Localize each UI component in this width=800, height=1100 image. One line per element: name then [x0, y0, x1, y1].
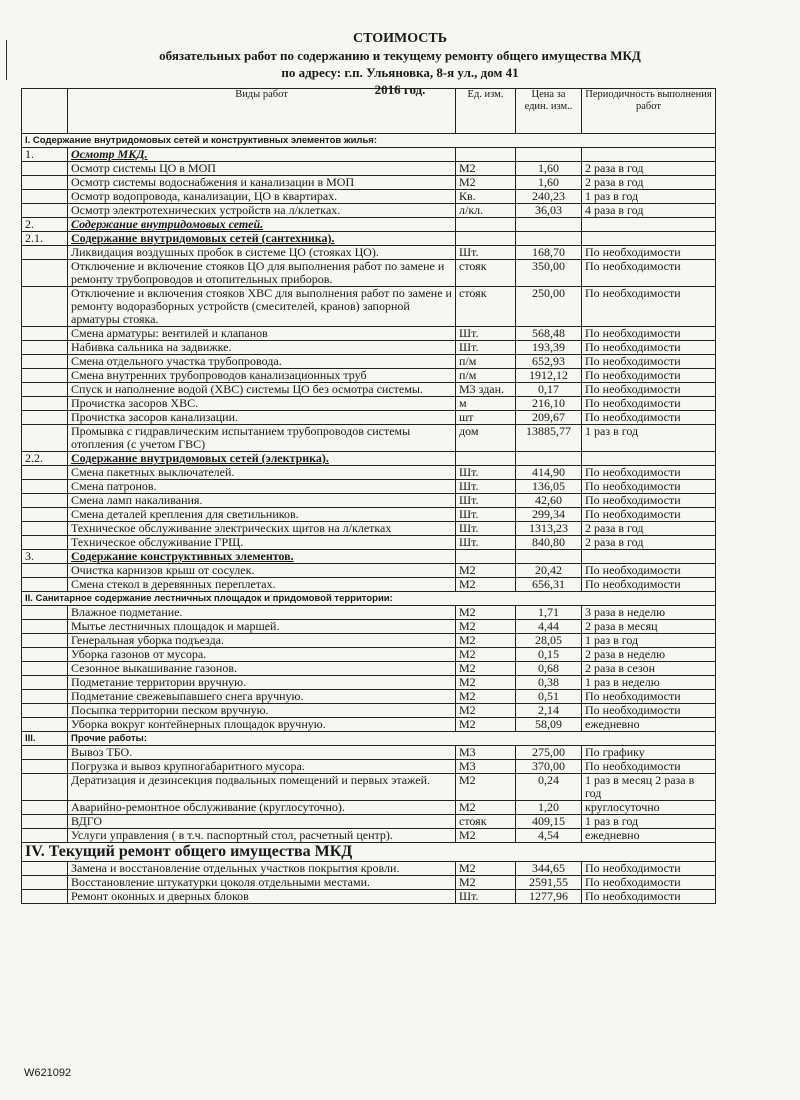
table-row	[22, 383, 716, 397]
row-number-cell	[22, 662, 68, 676]
unit-cell: М2	[456, 634, 516, 648]
row-number-cell	[22, 578, 68, 592]
period-cell: По необходимости	[582, 508, 716, 522]
unit-cell	[456, 218, 516, 232]
subsection-row	[22, 218, 716, 232]
work-name-cell: Подметание территории вручную.	[68, 676, 456, 690]
period-cell: По необходимости	[582, 287, 716, 327]
price-cell: 1277,96	[516, 890, 582, 904]
work-name-cell: Сезонное выкашивание газонов.	[68, 662, 456, 676]
price-cell: 299,34	[516, 508, 582, 522]
unit-cell	[456, 550, 516, 564]
work-name-cell: Очистка карнизов крыш от сосулек.	[68, 564, 456, 578]
period-cell: По необходимости	[582, 411, 716, 425]
work-name-cell: Вывоз ТБО.	[68, 746, 456, 760]
subsection-title: Содержание конструктивных элементов.	[68, 550, 456, 564]
section-title: II. Санитарное содержание лестничных площадок и придомовой территории:	[22, 592, 716, 606]
table-row	[22, 355, 716, 369]
price-cell: 42,60	[516, 494, 582, 508]
price-cell: 0,38	[516, 676, 582, 690]
price-cell: 4,54	[516, 829, 582, 843]
work-name-cell: Смена деталей крепления для светильников.	[68, 508, 456, 522]
unit-cell: Шт.	[456, 480, 516, 494]
work-name-cell: Замена и восстановление отдельных участков покрытия кровли.	[68, 862, 456, 876]
price-cell: 568,48	[516, 327, 582, 341]
row-number-cell	[22, 369, 68, 383]
section-title: I. Содержание внутридомовых сетей и конструктивных элементов жилья:	[22, 134, 716, 148]
price-cell: 414,90	[516, 466, 582, 480]
unit-cell: М2	[456, 718, 516, 732]
document-title: СТОИМОСТЬ	[352, 31, 448, 46]
row-number-cell	[22, 522, 68, 536]
table-row	[22, 690, 716, 704]
col-header-works: Виды работ	[68, 89, 456, 134]
table-row	[22, 162, 716, 176]
work-name-cell: Осмотр водопровода, канализации, ЦО в квартирах.	[68, 190, 456, 204]
price-cell: 409,15	[516, 815, 582, 829]
unit-cell: Шт.	[456, 327, 516, 341]
table-row	[22, 704, 716, 718]
price-cell: 0,51	[516, 690, 582, 704]
row-number-cell	[22, 287, 68, 327]
table-row	[22, 397, 716, 411]
table-row	[22, 480, 716, 494]
unit-cell	[456, 148, 516, 162]
col-header-num	[22, 89, 68, 134]
table-row	[22, 466, 716, 480]
period-cell: По необходимости	[582, 876, 716, 890]
period-cell: 2 раза в год	[582, 176, 716, 190]
table-row	[22, 876, 716, 890]
row-number-cell	[22, 466, 68, 480]
period-cell: По необходимости	[582, 494, 716, 508]
table-row	[22, 564, 716, 578]
unit-cell: М2	[456, 676, 516, 690]
row-number-cell	[22, 411, 68, 425]
unit-cell: м	[456, 397, 516, 411]
price-cell: 0,24	[516, 774, 582, 801]
section-title: Прочие работы:	[68, 732, 716, 746]
price-cell: 350,00	[516, 260, 582, 287]
period-cell: 1 раз в год	[582, 425, 716, 452]
table-row	[22, 648, 716, 662]
unit-cell: Шт.	[456, 341, 516, 355]
work-name-cell: Посыпка территории песком вручную.	[68, 704, 456, 718]
table-row	[22, 746, 716, 760]
unit-cell: М2	[456, 876, 516, 890]
subsection-row	[22, 232, 716, 246]
price-cell: 216,10	[516, 397, 582, 411]
section-row	[22, 732, 716, 746]
price-cell: 275,00	[516, 746, 582, 760]
table-header-row	[22, 89, 716, 134]
work-name-cell: Набивка сальника на задвижке.	[68, 341, 456, 355]
row-number-cell	[22, 890, 68, 904]
price-cell	[516, 232, 582, 246]
row-number-cell	[22, 190, 68, 204]
document-address: по адресу: г.п. Ульяновка, 8-я ул., дом 41	[281, 65, 519, 80]
subsection-number: 2.	[22, 218, 68, 232]
row-number-cell	[22, 690, 68, 704]
price-cell: 0,17	[516, 383, 582, 397]
period-cell	[582, 452, 716, 466]
section-row	[22, 134, 716, 148]
table-row	[22, 815, 716, 829]
work-name-cell: Ремонт оконных и дверных блоков	[68, 890, 456, 904]
table-row	[22, 425, 716, 452]
price-cell: 1,71	[516, 606, 582, 620]
work-name-cell: Дератизация и дезинсекция подвальных помещений и первых этажей.	[68, 774, 456, 801]
unit-cell: М2	[456, 862, 516, 876]
work-name-cell: Смена арматуры: вентилей и клапанов	[68, 327, 456, 341]
unit-cell: Шт.	[456, 522, 516, 536]
section-title: IV. Текущий ремонт общего имущества МКД	[22, 843, 716, 862]
table-row	[22, 246, 716, 260]
unit-cell: Шт.	[456, 890, 516, 904]
price-cell: 240,23	[516, 190, 582, 204]
table-row	[22, 508, 716, 522]
price-cell: 36,03	[516, 204, 582, 218]
period-cell: По необходимости	[582, 466, 716, 480]
table-row	[22, 801, 716, 815]
period-cell: По необходимости	[582, 260, 716, 287]
unit-cell: М2	[456, 662, 516, 676]
price-cell: 4,44	[516, 620, 582, 634]
work-name-cell: Осмотр системы ЦО в МОП	[68, 162, 456, 176]
price-cell: 2591,55	[516, 876, 582, 890]
period-cell: По необходимости	[582, 890, 716, 904]
price-cell: 0,15	[516, 648, 582, 662]
price-cell: 1,20	[516, 801, 582, 815]
table-row	[22, 760, 716, 774]
period-cell	[582, 148, 716, 162]
period-cell: 2 раза в сезон	[582, 662, 716, 676]
unit-cell: М2	[456, 774, 516, 801]
period-cell: По необходимости	[582, 397, 716, 411]
work-name-cell: Техническое обслуживание ГРЩ.	[68, 536, 456, 550]
row-number-cell	[22, 746, 68, 760]
unit-cell	[456, 452, 516, 466]
col-header-period: Периодичность выполнения работ	[582, 89, 716, 134]
row-number-cell	[22, 815, 68, 829]
work-name-cell: Подметание свежевыпавшего снега вручную.	[68, 690, 456, 704]
period-cell: По необходимости	[582, 862, 716, 876]
price-cell: 840,80	[516, 536, 582, 550]
work-name-cell: Генеральная уборка подъезда.	[68, 634, 456, 648]
row-number-cell	[22, 176, 68, 190]
period-cell: По необходимости	[582, 369, 716, 383]
work-name-cell: Смена стекол в деревянных переплетах.	[68, 578, 456, 592]
unit-cell: М2	[456, 648, 516, 662]
subsection-title: Осмотр МКД.	[68, 148, 456, 162]
price-cell: 20,42	[516, 564, 582, 578]
work-name-cell: Уборка газонов от мусора.	[68, 648, 456, 662]
period-cell: По необходимости	[582, 327, 716, 341]
period-cell: 1 раз в год	[582, 815, 716, 829]
unit-cell: Шт.	[456, 508, 516, 522]
work-name-cell: Ликвидация воздушных пробок в системе ЦО (стояках ЦО).	[68, 246, 456, 260]
row-number-cell	[22, 760, 68, 774]
period-cell: По необходимости	[582, 383, 716, 397]
price-cell: 58,09	[516, 718, 582, 732]
unit-cell: М2	[456, 801, 516, 815]
period-cell: 2 раза в неделю	[582, 648, 716, 662]
price-cell	[516, 148, 582, 162]
period-cell: ежедневно	[582, 829, 716, 843]
price-cell	[516, 452, 582, 466]
unit-cell: М3 здан.	[456, 383, 516, 397]
unit-cell: М2	[456, 578, 516, 592]
unit-cell: М2	[456, 620, 516, 634]
period-cell: 2 раза в год	[582, 162, 716, 176]
unit-cell: М2	[456, 176, 516, 190]
period-cell: По необходимости	[582, 690, 716, 704]
table-row	[22, 606, 716, 620]
row-number-cell	[22, 774, 68, 801]
table-row	[22, 494, 716, 508]
row-number-cell	[22, 260, 68, 287]
price-cell	[516, 218, 582, 232]
price-cell: 250,00	[516, 287, 582, 327]
work-name-cell: Смена ламп накаливания.	[68, 494, 456, 508]
subsection-row	[22, 452, 716, 466]
work-name-cell: Промывка с гидравлическим испытанием трубопроводов системы отопления (с учетом ГВС)	[68, 425, 456, 452]
row-number-cell	[22, 564, 68, 578]
price-cell: 1,60	[516, 176, 582, 190]
row-number-cell	[22, 355, 68, 369]
row-number-cell	[22, 648, 68, 662]
table-row	[22, 176, 716, 190]
period-cell: По необходимости	[582, 355, 716, 369]
unit-cell: стояк	[456, 260, 516, 287]
row-number-cell	[22, 162, 68, 176]
period-cell: 4 раза в год	[582, 204, 716, 218]
period-cell: По необходимости	[582, 480, 716, 494]
row-number-cell	[22, 829, 68, 843]
price-cell: 1313,23	[516, 522, 582, 536]
work-name-cell: Уборка вокруг контейнерных площадок вручную.	[68, 718, 456, 732]
work-name-cell: Отключение и включение стояков ЦО для выполнения работ по замене и ремонту трубопроводов и отопительных приборов.	[68, 260, 456, 287]
unit-cell: стояк	[456, 815, 516, 829]
work-name-cell: Аварийно-ремонтное обслуживание (круглосуточно).	[68, 801, 456, 815]
row-number-cell	[22, 327, 68, 341]
subsection-title: Содержание внутридомовых сетей (сантехника).	[68, 232, 456, 246]
work-name-cell: Восстановление штукатурки цоколя отдельными местами.	[68, 876, 456, 890]
row-number-cell	[22, 634, 68, 648]
price-cell: 344,65	[516, 862, 582, 876]
period-cell: круглосуточно	[582, 801, 716, 815]
work-name-cell: Смена внутренних трубопроводов канализационных труб	[68, 369, 456, 383]
table-row	[22, 369, 716, 383]
price-cell: 1,60	[516, 162, 582, 176]
work-name-cell: Влажное подметание.	[68, 606, 456, 620]
work-name-cell: Спуск и наполнение водой (ХВС) системы ЦО без осмотра системы.	[68, 383, 456, 397]
row-number-cell	[22, 620, 68, 634]
unit-cell: п/м	[456, 369, 516, 383]
row-number-cell	[22, 704, 68, 718]
period-cell	[582, 218, 716, 232]
price-cell: 370,00	[516, 760, 582, 774]
work-name-cell: Прочистка засоров ХВС.	[68, 397, 456, 411]
row-number-cell	[22, 862, 68, 876]
row-number-cell	[22, 425, 68, 452]
unit-cell: шт	[456, 411, 516, 425]
table-row	[22, 662, 716, 676]
work-name-cell: Смена отдельного участка трубопровода.	[68, 355, 456, 369]
period-cell: По необходимости	[582, 704, 716, 718]
work-name-cell: Осмотр системы водоснабжения и канализации в МОП	[68, 176, 456, 190]
work-name-cell: Мытье лестничных площадок и маршей.	[68, 620, 456, 634]
table-row	[22, 676, 716, 690]
price-cell: 652,93	[516, 355, 582, 369]
row-number-cell	[22, 480, 68, 494]
work-name-cell: Погрузка и вывоз крупногабаритного мусора.	[68, 760, 456, 774]
unit-cell: п/м	[456, 355, 516, 369]
subsection-number: 2.2.	[22, 452, 68, 466]
table-row	[22, 287, 716, 327]
section-row	[22, 592, 716, 606]
price-cell: 0,68	[516, 662, 582, 676]
unit-cell: М2	[456, 606, 516, 620]
unit-cell: Кв.	[456, 190, 516, 204]
unit-cell: дом	[456, 425, 516, 452]
table-row	[22, 890, 716, 904]
unit-cell: М2	[456, 704, 516, 718]
table-row	[22, 260, 716, 287]
document-subtitle: обязательных работ по содержанию и текущему ремонту общего имущества МКД	[159, 48, 641, 63]
table-row	[22, 204, 716, 218]
work-name-cell: Осмотр электротехнических устройств на л/клетках.	[68, 204, 456, 218]
work-name-cell: Техническое обслуживание электрических щитов на л/клетках	[68, 522, 456, 536]
period-cell: По необходимости	[582, 578, 716, 592]
row-number-cell	[22, 246, 68, 260]
unit-cell: л/кл.	[456, 204, 516, 218]
subsection-number: 1.	[22, 148, 68, 162]
work-name-cell: Отключение и включения стояков ХВС для выполнения работ по замене и ремонту водоразборных устройств (смесителей, кранов) запорной арматуры стояка.	[68, 287, 456, 327]
price-cell	[516, 550, 582, 564]
section-number: III.	[22, 732, 68, 746]
unit-cell: Шт.	[456, 246, 516, 260]
row-number-cell	[22, 876, 68, 890]
table-row	[22, 829, 716, 843]
price-cell: 1912,12	[516, 369, 582, 383]
subsection-row	[22, 148, 716, 162]
table-row	[22, 862, 716, 876]
period-cell: 1 раз в год	[582, 634, 716, 648]
price-cell: 2,14	[516, 704, 582, 718]
unit-cell: Шт.	[456, 494, 516, 508]
document-year: 2016 год.	[374, 82, 426, 97]
period-cell: По необходимости	[582, 564, 716, 578]
row-number-cell	[22, 204, 68, 218]
unit-cell: М2	[456, 162, 516, 176]
unit-cell: М2	[456, 829, 516, 843]
work-name-cell: Смена патронов.	[68, 480, 456, 494]
work-name-cell: ВДГО	[68, 815, 456, 829]
price-cell: 193,39	[516, 341, 582, 355]
row-number-cell	[22, 801, 68, 815]
unit-cell: М2	[456, 564, 516, 578]
table-row	[22, 190, 716, 204]
row-number-cell	[22, 508, 68, 522]
subsection-number: 2.1.	[22, 232, 68, 246]
table-body	[22, 134, 716, 904]
row-number-cell	[22, 494, 68, 508]
table-row	[22, 327, 716, 341]
period-cell: 1 раз в неделю	[582, 676, 716, 690]
table-row	[22, 411, 716, 425]
price-cell: 136,05	[516, 480, 582, 494]
period-cell: По необходимости	[582, 246, 716, 260]
unit-cell	[456, 232, 516, 246]
period-cell: По необходимости	[582, 341, 716, 355]
document-code: W621092	[24, 1067, 72, 1079]
period-cell: По необходимости	[582, 760, 716, 774]
subsection-title: Содержание внутридомовых сетей.	[68, 218, 456, 232]
work-name-cell: Смена пакетных выключателей.	[68, 466, 456, 480]
row-number-cell	[22, 718, 68, 732]
period-cell: По графику	[582, 746, 716, 760]
price-cell: 656,31	[516, 578, 582, 592]
row-number-cell	[22, 341, 68, 355]
unit-cell: М3	[456, 760, 516, 774]
period-cell: ежедневно	[582, 718, 716, 732]
period-cell: 1 раз в месяц 2 раза в год	[582, 774, 716, 801]
unit-cell: Шт.	[456, 466, 516, 480]
row-number-cell	[22, 676, 68, 690]
unit-cell: Шт.	[456, 536, 516, 550]
col-header-price: Цена за един. изм..	[516, 89, 582, 134]
period-cell: 3 раза в неделю	[582, 606, 716, 620]
period-cell: 2 раза в год	[582, 522, 716, 536]
row-number-cell	[22, 606, 68, 620]
col-header-unit: Ед. изм.	[456, 89, 516, 134]
period-cell	[582, 232, 716, 246]
price-cell: 28,05	[516, 634, 582, 648]
row-number-cell	[22, 536, 68, 550]
row-number-cell	[22, 383, 68, 397]
works-cost-table	[21, 88, 716, 904]
table-row	[22, 718, 716, 732]
period-cell: 2 раза в год	[582, 536, 716, 550]
table-row	[22, 522, 716, 536]
subsection-row	[22, 550, 716, 564]
work-name-cell: Прочистка засоров канализации.	[68, 411, 456, 425]
subsection-title: Содержание внутридомовых сетей (электрика).	[68, 452, 456, 466]
subsection-number: 3.	[22, 550, 68, 564]
period-cell	[582, 550, 716, 564]
price-cell: 168,70	[516, 246, 582, 260]
unit-cell: М3	[456, 746, 516, 760]
table-row	[22, 620, 716, 634]
period-cell: 1 раз в год	[582, 190, 716, 204]
unit-cell: М2	[456, 690, 516, 704]
table-row	[22, 341, 716, 355]
section-row	[22, 843, 716, 862]
work-name-cell: Услуги управления ( в т.ч. паспортный стол, расчетный центр).	[68, 829, 456, 843]
price-cell: 209,67	[516, 411, 582, 425]
period-cell: 2 раза в месяц	[582, 620, 716, 634]
table-row	[22, 578, 716, 592]
unit-cell: стояк	[456, 287, 516, 327]
table-row	[22, 774, 716, 801]
table-row	[22, 536, 716, 550]
row-number-cell	[22, 397, 68, 411]
table-row	[22, 634, 716, 648]
price-cell: 13885,77	[516, 425, 582, 452]
